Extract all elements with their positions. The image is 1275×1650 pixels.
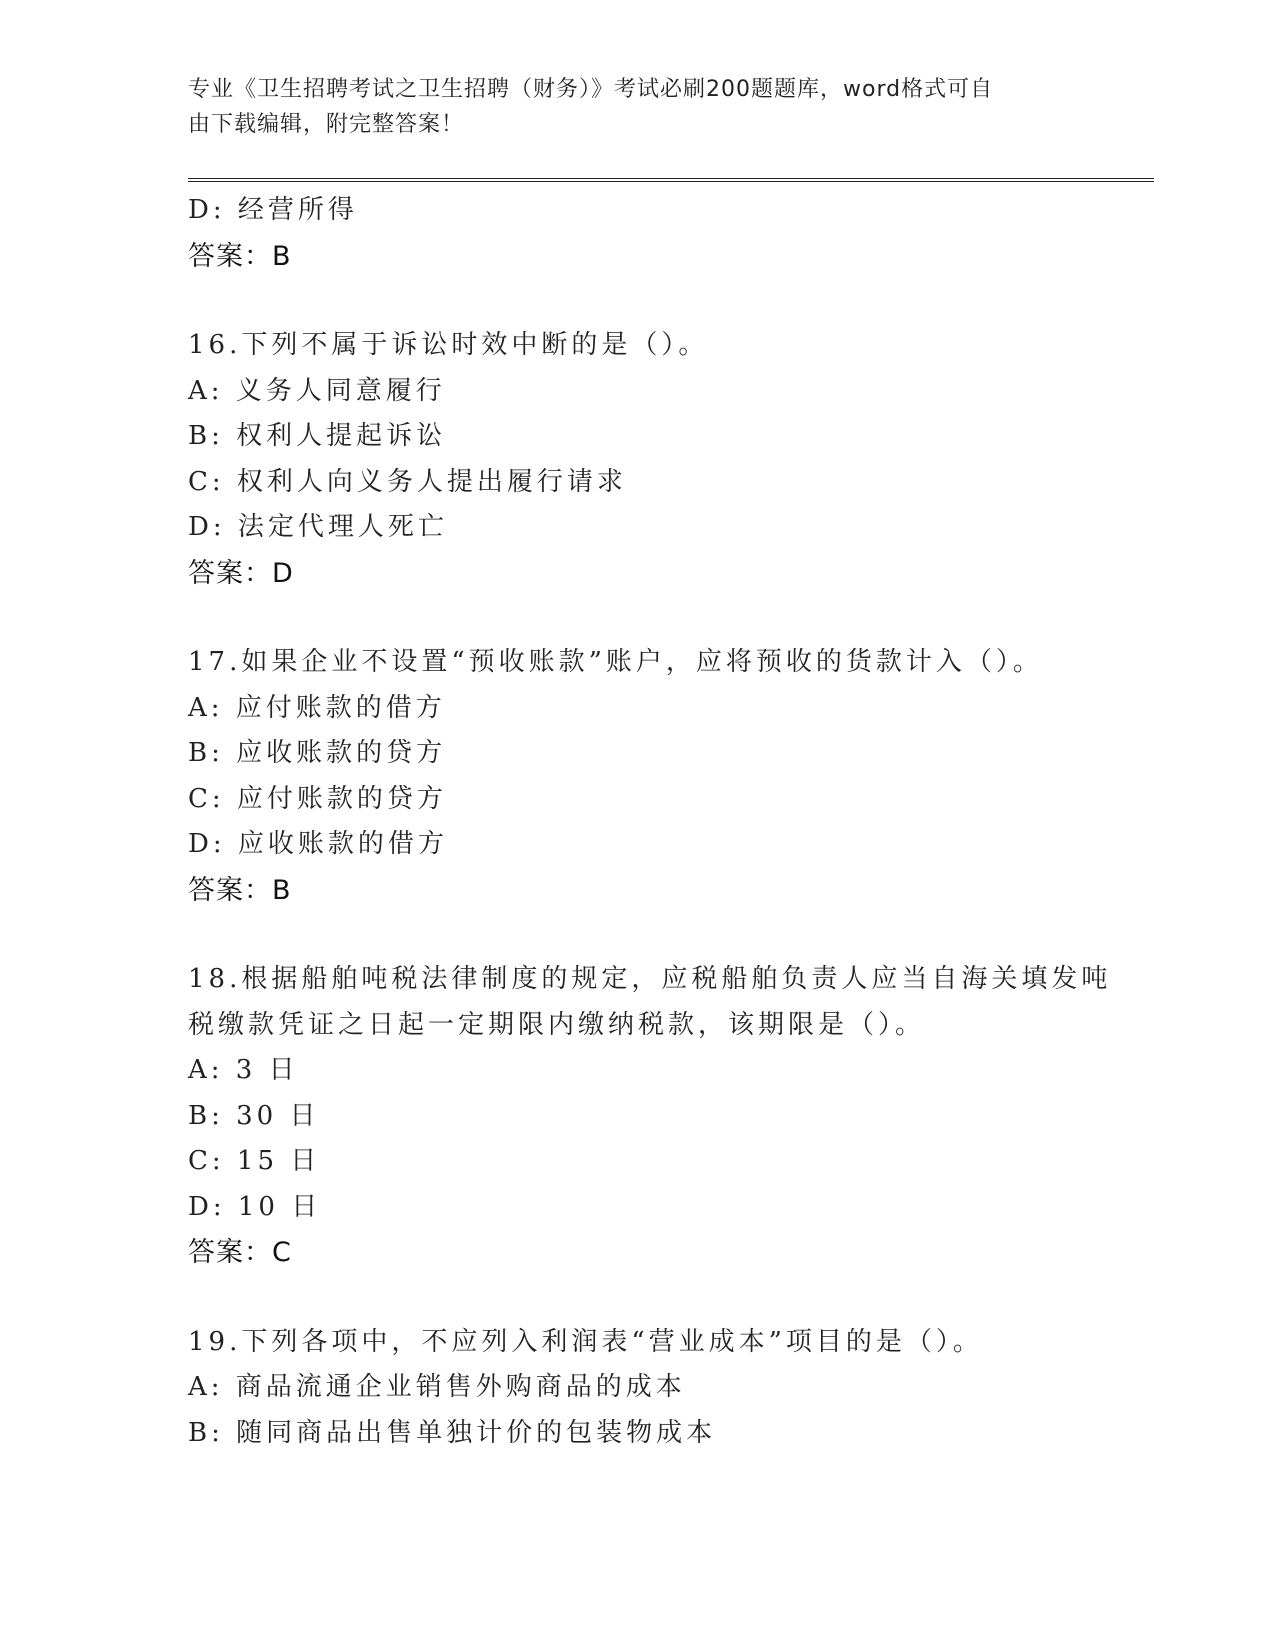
answer-line: 答案：B xyxy=(188,240,292,272)
question-list xyxy=(188,188,1154,1456)
question-stem-line-1: 18.根据船舶吨税法律制度的规定，应税船舶负责人应当自海关填发吨 xyxy=(188,964,1112,994)
option-a: A: 应付账款的借方 xyxy=(188,692,446,723)
question-stem-line-2: 税缴款凭证之日起一定期限内缴纳税款，该期限是（）。 xyxy=(188,1009,926,1040)
question-17 xyxy=(188,640,1154,913)
option-c: C: 15 日 xyxy=(188,1146,321,1176)
answer-line: 答案：B xyxy=(188,874,292,906)
header-line-1: 专业《卫生招聘考试之卫生招聘（财务）》考试必刷200题题库，word格式可自 xyxy=(188,77,994,102)
answer-line: 答案：C xyxy=(188,1237,292,1268)
option-b: B: 应收账款的贷方 xyxy=(188,738,447,768)
header-divider xyxy=(188,178,1154,182)
question-stem: 19.下列各项中，不应列入利润表“营业成本”项目的是（）。 xyxy=(188,1326,983,1357)
option-a: A: 义务人同意履行 xyxy=(188,375,446,406)
question-19 xyxy=(188,1320,1154,1457)
question-16 xyxy=(188,323,1154,596)
spacer xyxy=(188,913,1154,957)
header-line-2: 由下载编辑，附完整答案！ xyxy=(188,112,465,137)
option-b: B: 权利人提起诉讼 xyxy=(188,421,447,451)
option-d: D: 应收账款的借方 xyxy=(188,829,448,859)
spacer xyxy=(188,596,1154,640)
option-a: A: 商品流通企业销售外购商品的成本 xyxy=(188,1372,686,1402)
question-18 xyxy=(188,957,1154,1276)
spacer xyxy=(188,1276,1154,1320)
spacer xyxy=(188,279,1154,323)
option-d: D: 10 日 xyxy=(188,1191,322,1222)
option-d: D: 法定代理人死亡 xyxy=(188,512,448,542)
option-c: C: 权利人向义务人提出履行请求 xyxy=(188,466,627,497)
question-stem: 17.如果企业不设置“预收账款”账户，应将预收的货款计入（）。 xyxy=(188,647,1043,677)
answer-line: 答案：D xyxy=(188,557,294,589)
option-c: C: 应付账款的贷方 xyxy=(188,783,447,814)
option-b: B: 随同商品出售单独计价的包装物成本 xyxy=(188,1417,717,1448)
question-stem: 16.下列不属于诉讼时效中断的是（）。 xyxy=(188,330,709,360)
option-a: A: 3 日 xyxy=(188,1055,299,1085)
option-d: D: 经营所得 xyxy=(188,195,358,225)
option-b: B: 30 日 xyxy=(188,1100,320,1131)
page-header xyxy=(188,72,1068,142)
